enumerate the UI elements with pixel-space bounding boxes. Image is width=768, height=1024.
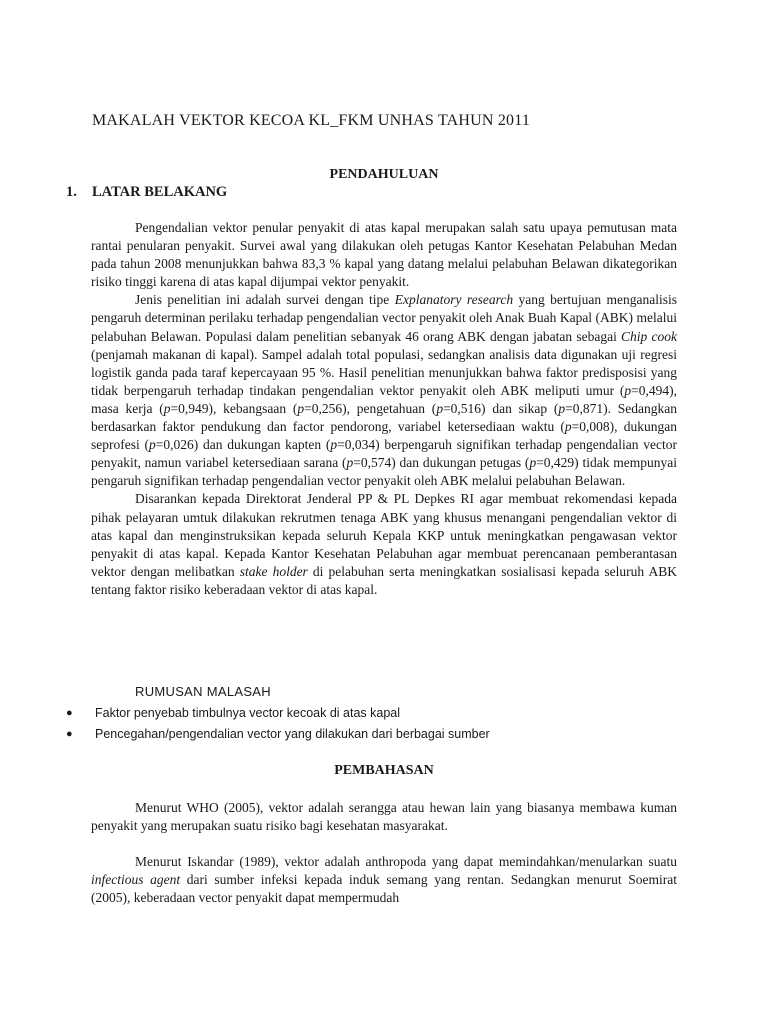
section-heading-label: LATAR BELAKANG — [92, 184, 228, 200]
list-item-text: Pencegahan/pengendalian vector yang dilakukan dari berbagai sumber — [95, 727, 490, 741]
intro-heading: PENDAHULUAN — [329, 167, 439, 182]
paragraph: Menurut Iskandar (1989), vektor adalah anthropoda yang dapat memindahkan/menularkan suatu infectious agent dari sumber infeksi kepada induk semang yang rentan. Sedangkan menurut Soemirat (2005), keberadaan vector penyakit dapat mempermudah — [91, 854, 678, 906]
pembahasan-body-1 — [91, 799, 677, 835]
italic-term: p — [148, 437, 156, 453]
italic-term: p — [558, 400, 566, 416]
italic-term: p — [297, 400, 305, 416]
bullet-icon: ● — [66, 728, 73, 740]
rumusan-list — [66, 705, 490, 747]
paragraph: Jenis penelitian ini adalah survei dengan tipe Explanatory research yang bertujuan menganalisis pengaruh determinan perilaku terhadap pengendalian vector penyakit oleh Anak Buah Kapal (ABK) melalui pelabuhan Belawan. Populasi dalam penelitian sebanyak 46 orang ABK dengan jabatan sebagai Chip cook (penjamah makanan di kapal). Sampel adalah total populasi, sedangkan analisis data digunakan uji regresi logistik ganda pada taraf kepercayaan 95 %. Hasil penelitian menunjukkan bahwa faktor predisposisi yang tidak berpengaruh terhadap tindakan pengendalian vektor penyakit oleh ABK meliputi umur (p=0,494), masa kerja (p=0,949), kebangsaan (p=0,256), pengetahuan (p=0,516) dan sikap (p=0,871). Sedangkan berdasarkan faktor pendukung dan factor pendorong, variabel ketersediaan waktu (p=0,008), dukungan seprofesi (p=0,026) dan dukungan kapten (p=0,034) berpengaruh signifikan terhadap pengendalian vector penyakit, namun variabel ketersediaan sarana (p=0,574) dan dukungan petugas (p=0,429) tidak mempunyai pengaruh signifikan terhadap pengendalian vector penyakit oleh ABK melalui pelabuhan Belawan. — [91, 292, 678, 489]
document-title: MAKALAH VEKTOR KECOA KL_FKM UNHAS TAHUN 2011 — [92, 112, 531, 129]
italic-term: infectious agent — [91, 872, 181, 888]
italic-term: Chip cook — [621, 328, 677, 344]
italic-term: p — [529, 455, 537, 471]
latar-belakang-body — [91, 219, 677, 599]
paragraph: Disarankan kepada Direktorat Jenderal PP & PL Depkes RI agar membuat rekomendasi kepada pihak pelayaran umtuk dilakukan rekrutmen tenaga ABK yang khusus menangani pengendalian vektor di atas kapal dan menginstruksikan kepada seluruh Kepala KKP untuk meningkatkan pengawasan vektor penyakit di atas kapal. Kepada Kantor Kesehatan Pelabuhan agar membuat perencanaan pemberantasan vektor dengan melibatkan stake holder di pelabuhan serta meningkatkan sosialisasi kepada seluruh ABK tentang faktor risiko keberadaan vektor di atas kapal. — [91, 491, 677, 597]
rumusan-heading: RUMUSAN MALASAH — [135, 684, 271, 699]
italic-term: p — [624, 382, 632, 398]
italic-term: Explanatory research — [394, 292, 514, 308]
list-item-text: Faktor penyebab timbulnya vector kecoak di atas kapal — [95, 706, 401, 720]
italic-term: p — [346, 455, 354, 471]
paragraph: Pengendalian vektor penular penyakit di atas kapal merupakan salah satu upaya pemutusan mata rantai penularan penyakit. Survei awal yang dilakukan oleh petugas Kantor Kesehatan Pelabuhan Medan pada tahun 2008 menunjukkan bahwa 83,3 % kapal yang datang melalui pelabuhan Belawan dikategorikan risiko tinggi karena di atas kapal dijumpai vektor penyakit. — [91, 220, 677, 290]
paragraph: Menurut WHO (2005), vektor adalah serangga atau hewan lain yang biasanya membawa kuman penyakit yang merupakan suatu risiko bagi kesehatan masyarakat. — [91, 800, 677, 834]
italic-term: p — [564, 419, 572, 435]
list-item — [66, 705, 490, 726]
italic-term: stake holder — [239, 563, 308, 579]
pembahasan-body-2 — [91, 853, 677, 907]
pembahasan-heading: PEMBAHASAN — [334, 763, 434, 778]
italic-term: p — [436, 400, 444, 416]
section-heading-latar-belakang — [66, 184, 227, 201]
list-item — [66, 726, 490, 747]
italic-term: p — [330, 437, 338, 453]
section-number: 1. — [66, 184, 77, 200]
italic-term: p — [163, 400, 171, 416]
bullet-icon: ● — [66, 707, 73, 719]
